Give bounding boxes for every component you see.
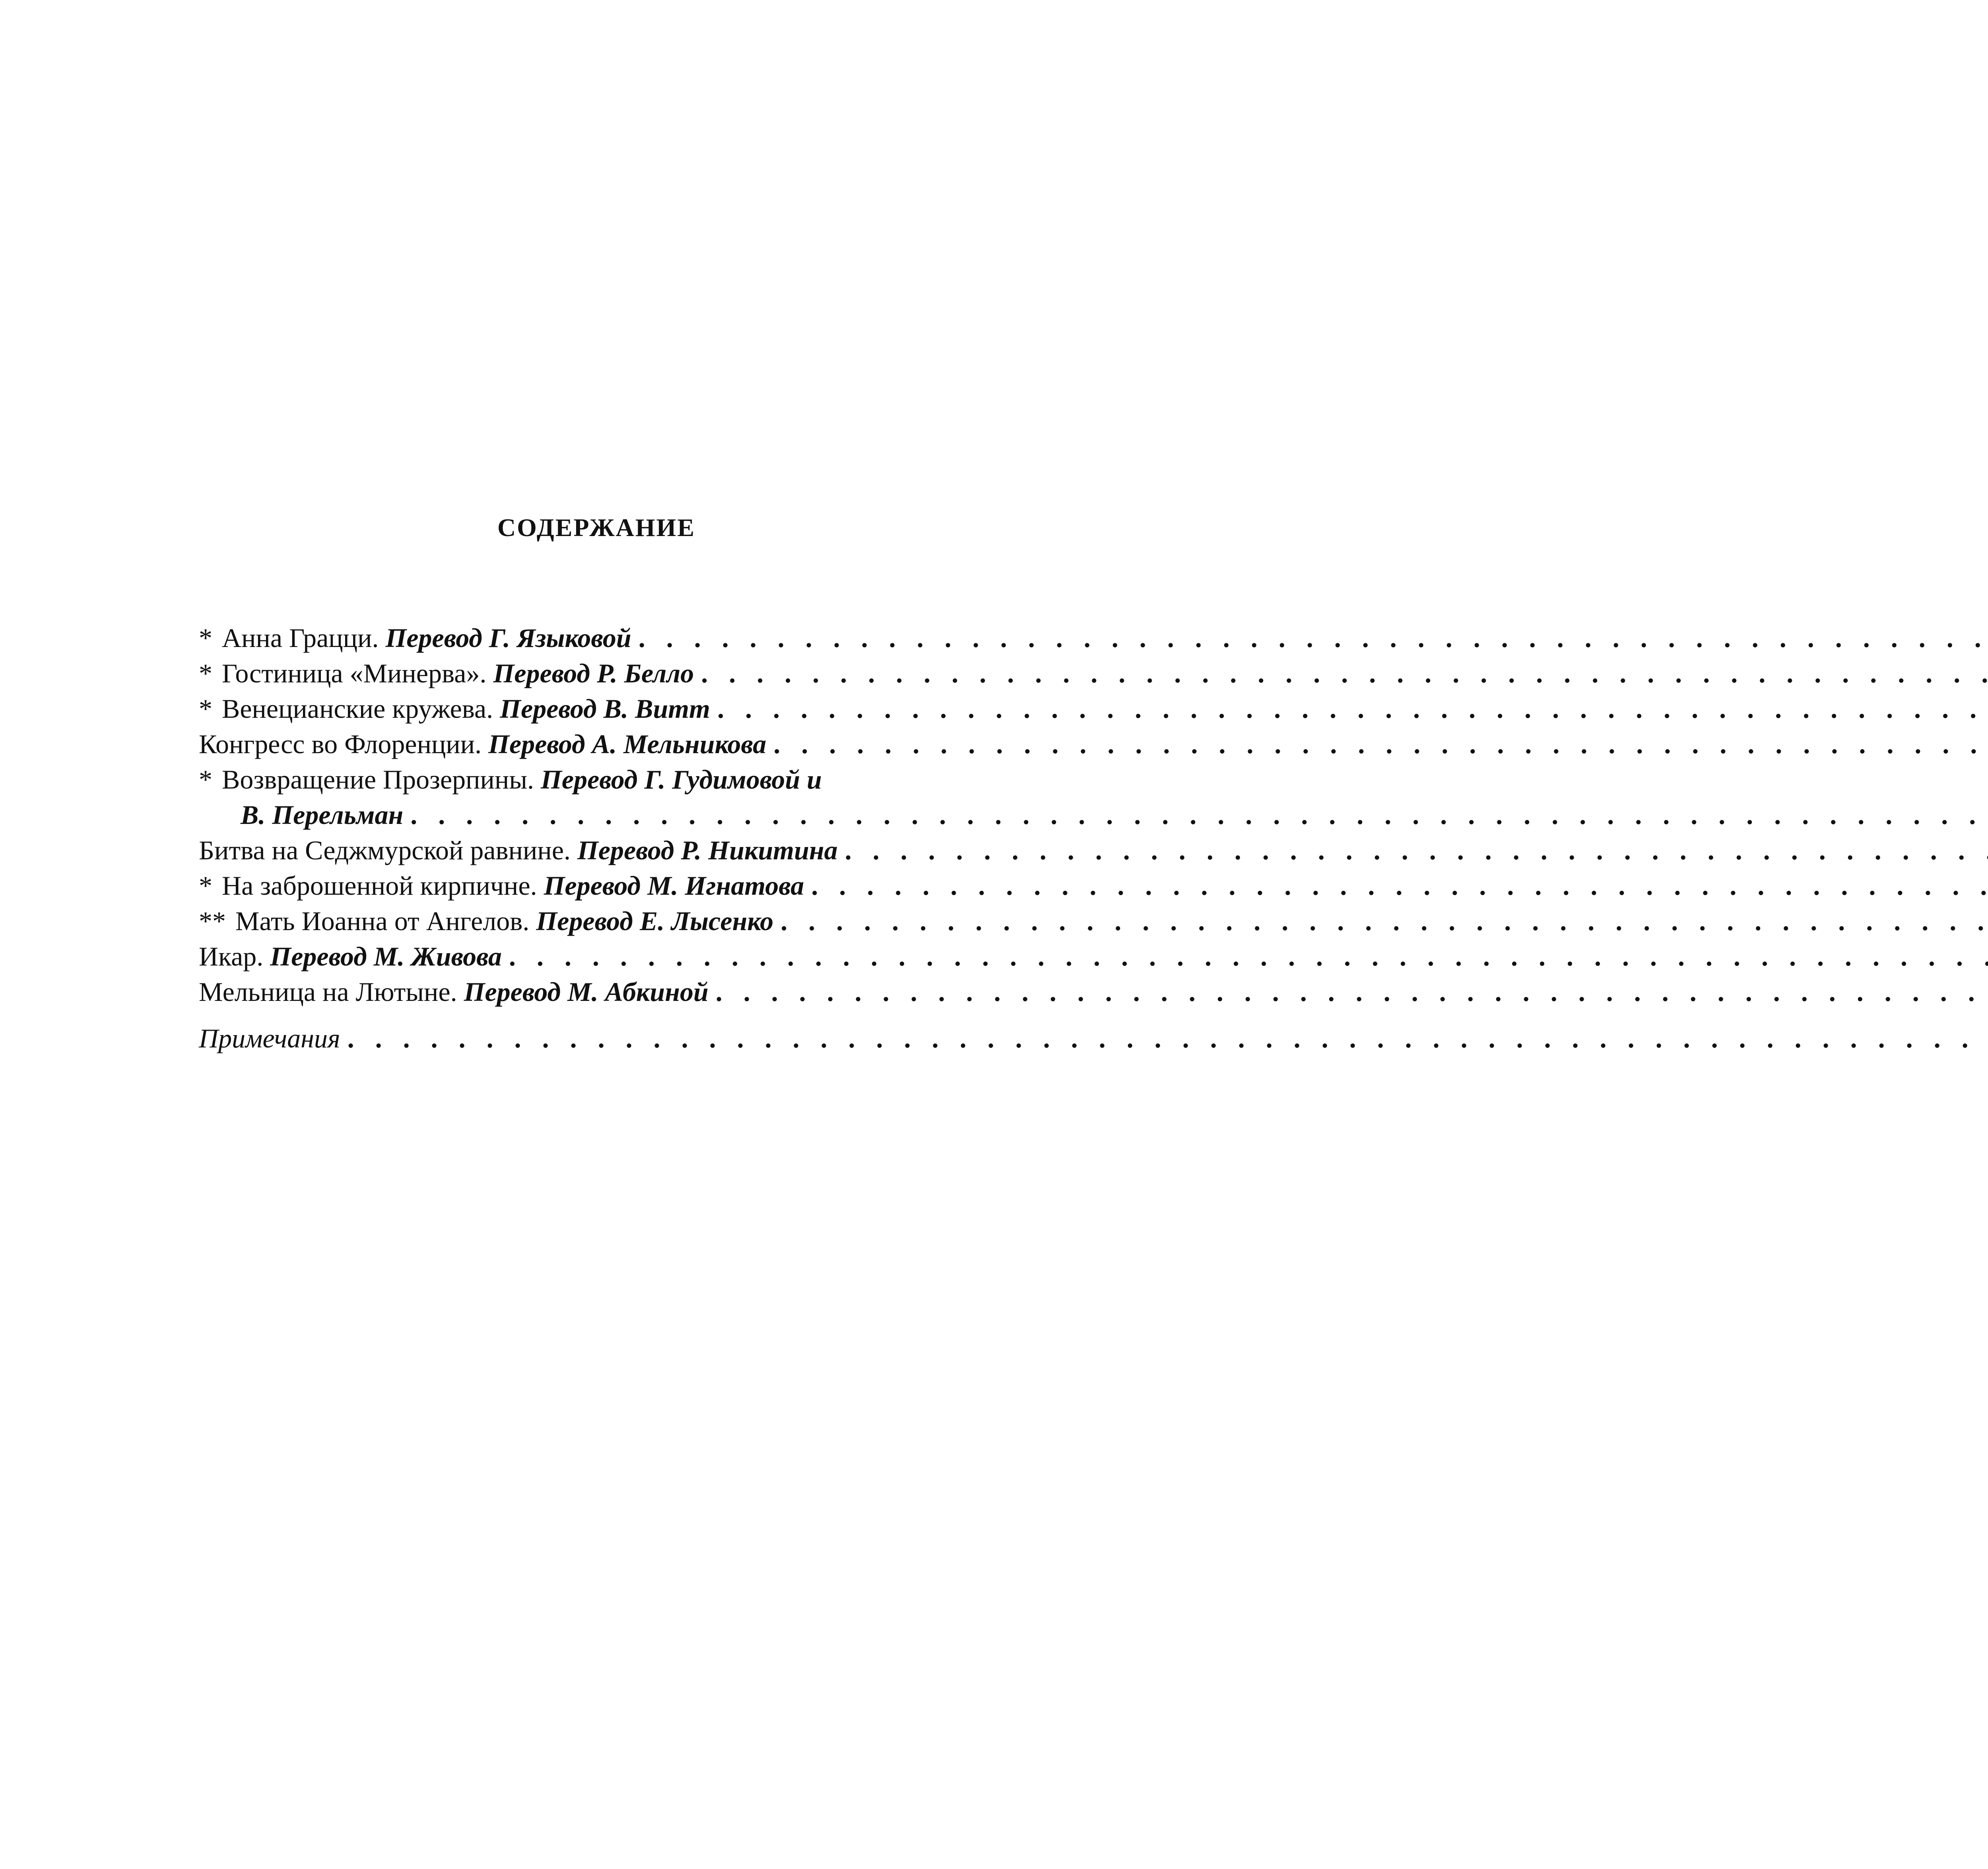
notes-label: Примечания	[199, 1023, 340, 1053]
entry-mark: *	[199, 623, 212, 653]
toc-entry[interactable]	[199, 727, 1002, 762]
toc-entry[interactable]	[199, 974, 1002, 1010]
spacer	[199, 1010, 1002, 1021]
entry-title: Битва на Седжмурской равнине.	[199, 835, 571, 865]
leader-dots	[403, 797, 1988, 833]
page-title: СОДЕРЖАНИЕ	[497, 513, 696, 542]
entry-mark: *	[199, 694, 212, 724]
entry-mark: *	[199, 658, 212, 688]
entry-translator: В. Перельман	[241, 800, 404, 830]
entry-mark: *	[199, 764, 212, 795]
entry-title: Венецианские кружева.	[222, 694, 493, 724]
entry-translator: Перевод Г. Языковой	[385, 623, 631, 653]
leader-dots	[340, 1021, 1988, 1056]
leader-dots	[694, 656, 1988, 691]
toc-entry[interactable]	[199, 903, 1002, 939]
leader-dots	[710, 691, 1988, 727]
leader-dots	[804, 868, 1988, 903]
entry-title: Гостиница «Минерва».	[222, 658, 487, 688]
entry-translator: Перевод А. Мельникова	[488, 729, 767, 759]
entry-translator: Перевод М. Абкиной	[464, 977, 709, 1007]
entry-title: Анна Грацци.	[222, 623, 379, 653]
entry-mark: *	[199, 870, 212, 901]
entry-mark: **	[199, 906, 226, 936]
leader-dots	[838, 833, 1988, 868]
leader-dots	[709, 974, 1988, 1010]
entry-translator: Перевод М. Живова	[270, 941, 502, 971]
entry-translator: Перевод Р. Никитина	[577, 835, 838, 865]
entry-title: Конгресс во Флоренции.	[199, 729, 482, 759]
entry-title: Мельница на Лютыне.	[199, 977, 457, 1007]
entry-translator: Перевод В. Витт	[500, 694, 711, 724]
entry-translator: Перевод Р. Белло	[493, 658, 694, 688]
entry-translator: Перевод Г. Гудимовой и	[541, 764, 822, 795]
entry-title: На заброшенной кирпичне.	[222, 870, 537, 901]
toc-entry[interactable]	[199, 656, 1002, 691]
entry-translator: Перевод Е. Лысенко	[536, 906, 774, 936]
toc-entry-notes[interactable]	[199, 1021, 1002, 1056]
entry-title: Икар.	[199, 941, 264, 971]
table-of-contents	[199, 620, 1002, 1056]
leader-dots	[631, 620, 1988, 656]
leader-dots	[766, 727, 1988, 762]
entry-translator: Перевод М. Игнатова	[544, 870, 804, 901]
toc-entry-continuation[interactable]	[199, 797, 1002, 833]
toc-entry[interactable]	[199, 762, 1002, 797]
toc-entry[interactable]	[199, 833, 1002, 868]
leader-dots	[773, 903, 1988, 939]
toc-entry[interactable]	[199, 868, 1002, 903]
entry-title: Возвращение Прозерпины.	[222, 764, 534, 795]
toc-entry[interactable]	[199, 939, 1002, 974]
toc-entry[interactable]	[199, 691, 1002, 727]
entry-title: Мать Иоанна от Ангелов.	[235, 906, 530, 936]
leader-dots	[502, 939, 1988, 974]
toc-entry[interactable]	[199, 620, 1002, 656]
